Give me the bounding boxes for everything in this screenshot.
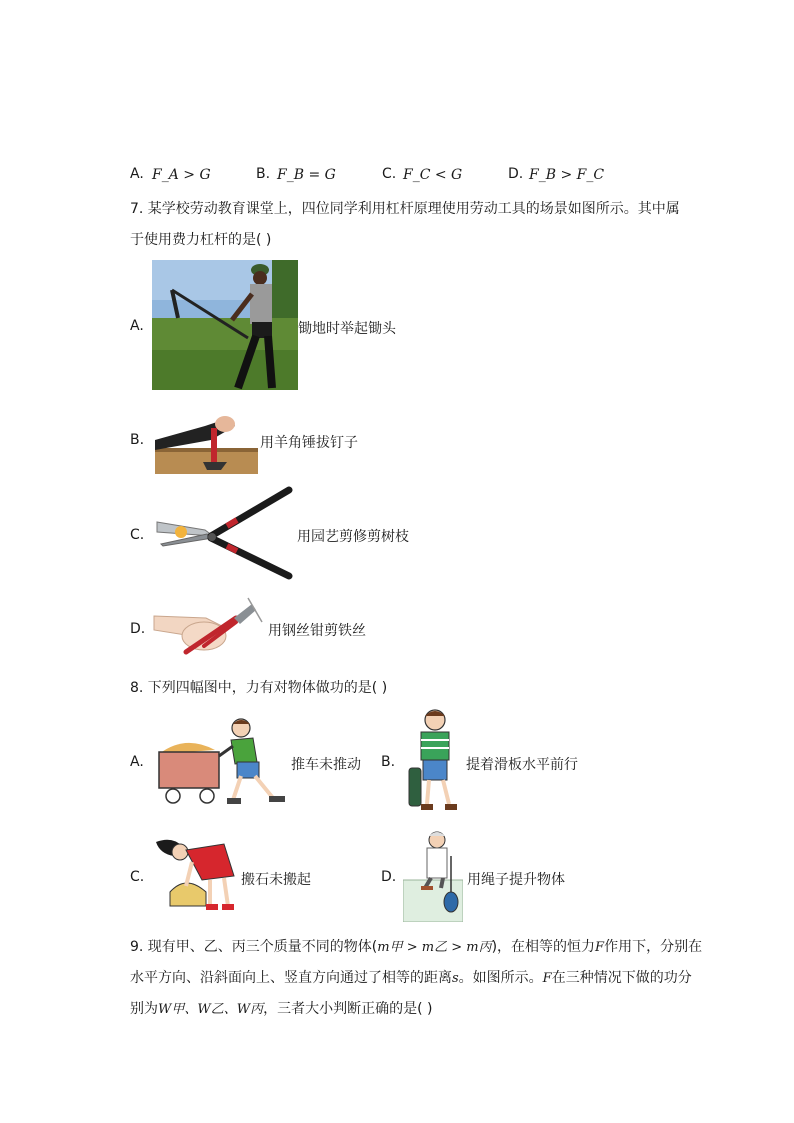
q9-line1-text-a: 9. 现有甲、乙、丙三个质量不同的物体( bbox=[130, 939, 378, 955]
q9-stem-line1 bbox=[130, 936, 702, 956]
q6-option-d-label: D. bbox=[508, 166, 524, 182]
skateboard-boy-cartoon bbox=[405, 706, 465, 814]
q9-line3-text-b: ，三者大小判断正确的是( ) bbox=[263, 1001, 433, 1017]
rope-lift-cartoon bbox=[403, 830, 463, 922]
q9-distance-symbol: s bbox=[452, 971, 459, 986]
q8-option-c-caption: 搬石未搬起 bbox=[241, 872, 311, 888]
q8-option-c-label: C. bbox=[130, 869, 145, 885]
push-cart-cartoon bbox=[155, 716, 290, 808]
q7-option-b-label: B. bbox=[130, 432, 145, 448]
q6-option-b-label: B. bbox=[256, 166, 271, 182]
q9-line1-text-c: 作用下，分别在 bbox=[604, 939, 703, 955]
q7-option-c-caption: 用园艺剪修剪树枝 bbox=[297, 529, 409, 545]
q9-line3-text-a: 别为 bbox=[130, 1001, 158, 1017]
q7-stem-line2: 于使用费力杠杆的是( ) bbox=[130, 232, 272, 248]
q8-option-d-label: D. bbox=[381, 869, 397, 885]
q8-option-b-caption: 提着滑板水平前行 bbox=[466, 757, 578, 773]
q6-option-a-label: A. bbox=[130, 166, 144, 182]
q7-option-a-caption: 锄地时举起锄头 bbox=[298, 321, 396, 337]
q8-option-d-caption: 用绳子提升物体 bbox=[467, 872, 565, 888]
q8-option-a-caption: 推车未推动 bbox=[291, 757, 361, 773]
q8-option-b-label: B. bbox=[381, 754, 396, 770]
q9-force-symbol-2: F bbox=[542, 971, 552, 986]
q8-stem: 8. 下列四幅图中，力有对物体做功的是( ) bbox=[130, 680, 388, 696]
q9-mass-inequality: m甲 > m乙 > m丙 bbox=[377, 940, 492, 955]
q9-line1-text-b: )，在相等的恒力 bbox=[491, 939, 596, 955]
q7-option-b-caption: 用羊角锤拔钉子 bbox=[260, 435, 358, 451]
claw-hammer-photo bbox=[155, 404, 258, 474]
q7-option-a-label: A. bbox=[130, 318, 144, 334]
q7-stem-line1: 7. 某学校劳动教育课堂上，四位同学利用杠杆原理使用劳动工具的场景如图所示。其中属 bbox=[130, 201, 680, 217]
q9-line2-text-a: 水平方向、沿斜面向上、竖直方向通过了相等的距离 bbox=[130, 970, 452, 986]
lift-stone-cartoon bbox=[152, 836, 236, 914]
q6-option-d-formula: F_B > F_C bbox=[529, 167, 605, 183]
q8-option-a-label: A. bbox=[130, 754, 144, 770]
q6-option-b-formula: F_B = G bbox=[277, 167, 336, 183]
wire-pliers-image bbox=[152, 596, 267, 658]
q6-option-c-formula: F_C < G bbox=[403, 167, 463, 183]
q9-work-symbols: W甲、W乙、W丙 bbox=[158, 1002, 264, 1017]
q9-force-symbol: F bbox=[595, 940, 605, 955]
q9-stem-line3 bbox=[130, 998, 432, 1018]
q9-line2-text-c: 在三种情况下做的功分 bbox=[551, 970, 692, 986]
hoe-photo bbox=[152, 260, 298, 390]
q7-option-d-caption: 用钢丝钳剪铁丝 bbox=[268, 623, 366, 639]
q6-option-c-label: C. bbox=[382, 166, 397, 182]
q9-line2-text-b: 。如图所示。 bbox=[458, 970, 543, 986]
q7-option-d-label: D. bbox=[130, 621, 146, 637]
garden-shears-image bbox=[155, 484, 295, 582]
q6-option-a-formula: F_A > G bbox=[152, 167, 211, 183]
q7-option-c-label: C. bbox=[130, 527, 145, 543]
q9-stem-line2 bbox=[130, 967, 692, 987]
